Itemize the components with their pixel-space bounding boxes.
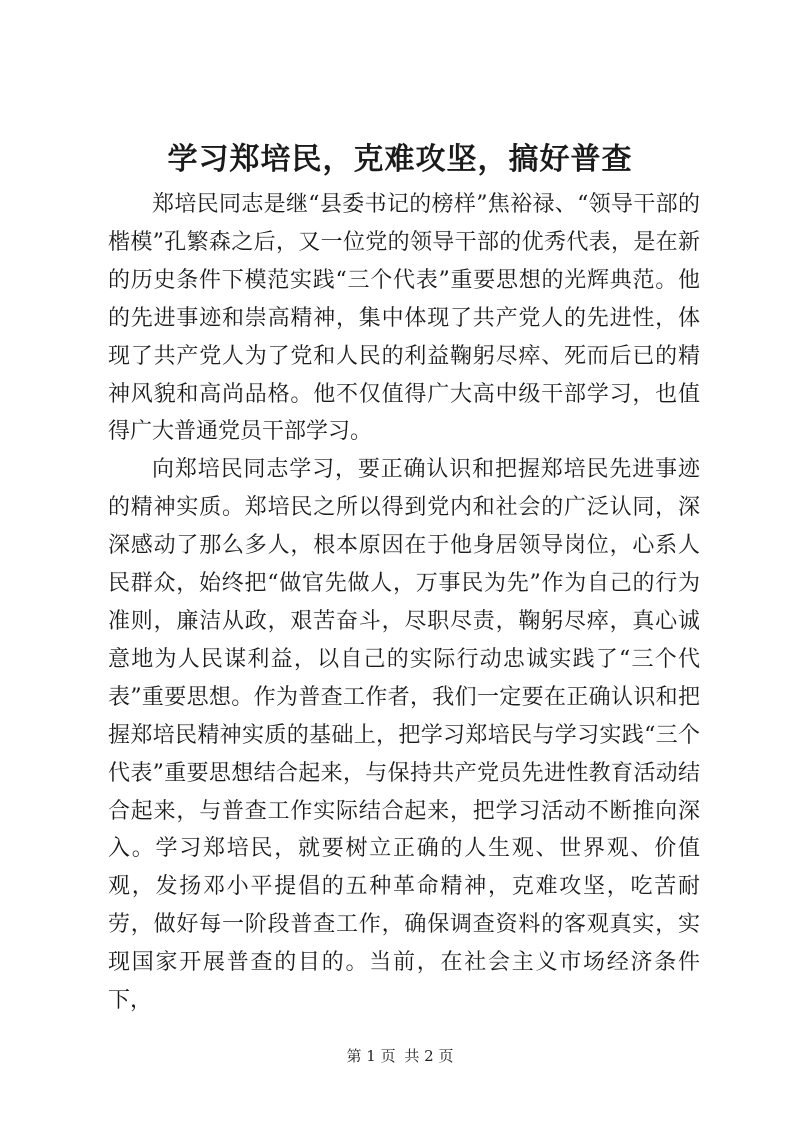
page-total: 共 2 页 — [404, 1047, 454, 1065]
paragraph-1: 郑培民同志是继“县委书记的榜样”焦裕禄、“领导干部的楷模”孔繁森之后，又一位党的领导干部的优秀代表，是在新的历史条件下模范实践“三个代表”重要思想的光辉典范。他的先进事迹和崇高精神，集中体现了共产党人的先进性，体现了共产党人为了党和人民的利益鞠躬尽瘁、死而后已的精神风貌和高尚品格。他不仅值得广大高中级干部学习，也值得广大普通党员干部学习。 — [108, 192, 700, 445]
document-body — [108, 186, 700, 1020]
page-footer — [0, 1046, 800, 1066]
page-number: 第 1 页 — [346, 1047, 396, 1065]
document-title: 学习郑培民，克难攻坚，搞好普查 — [167, 142, 633, 177]
paragraph-2: 向郑培民同志学习，要正确认识和把握郑培民先进事迹的精神实质。郑培民之所以得到党内和社会的广泛认同，深深感动了那么多人，根本原因在于他身居领导岗位，心系人民群众，始终把“做官先做人，万事民为先”作为自己的行为准则，廉洁从政，艰苦奋斗，尽职尽责，鞠躬尽瘁，真心诚意地为人民谋利益，以自己的实际行动忠诚实践了“三个代表”重要思想。作为普查工作者，我们一定要在正确认识和把握郑培民精神实质的基础上，把学习郑培民与学习实践“三个代表”重要思想结合起来，与保持共产党员先进性教育活动结合起来，与普查工作实际结合起来，把学习活动不断推向深入。学习郑培民，就要树立正确的人生观、世界观、价值观，发扬邓小平提倡的五种革命精神，克难攻坚，吃苦耐劳，做好每一阶段普查工作，确保调查资料的客观真实，实现国家开展普查的目的。当前，在社会主义市场经济条件下， — [108, 457, 700, 1014]
